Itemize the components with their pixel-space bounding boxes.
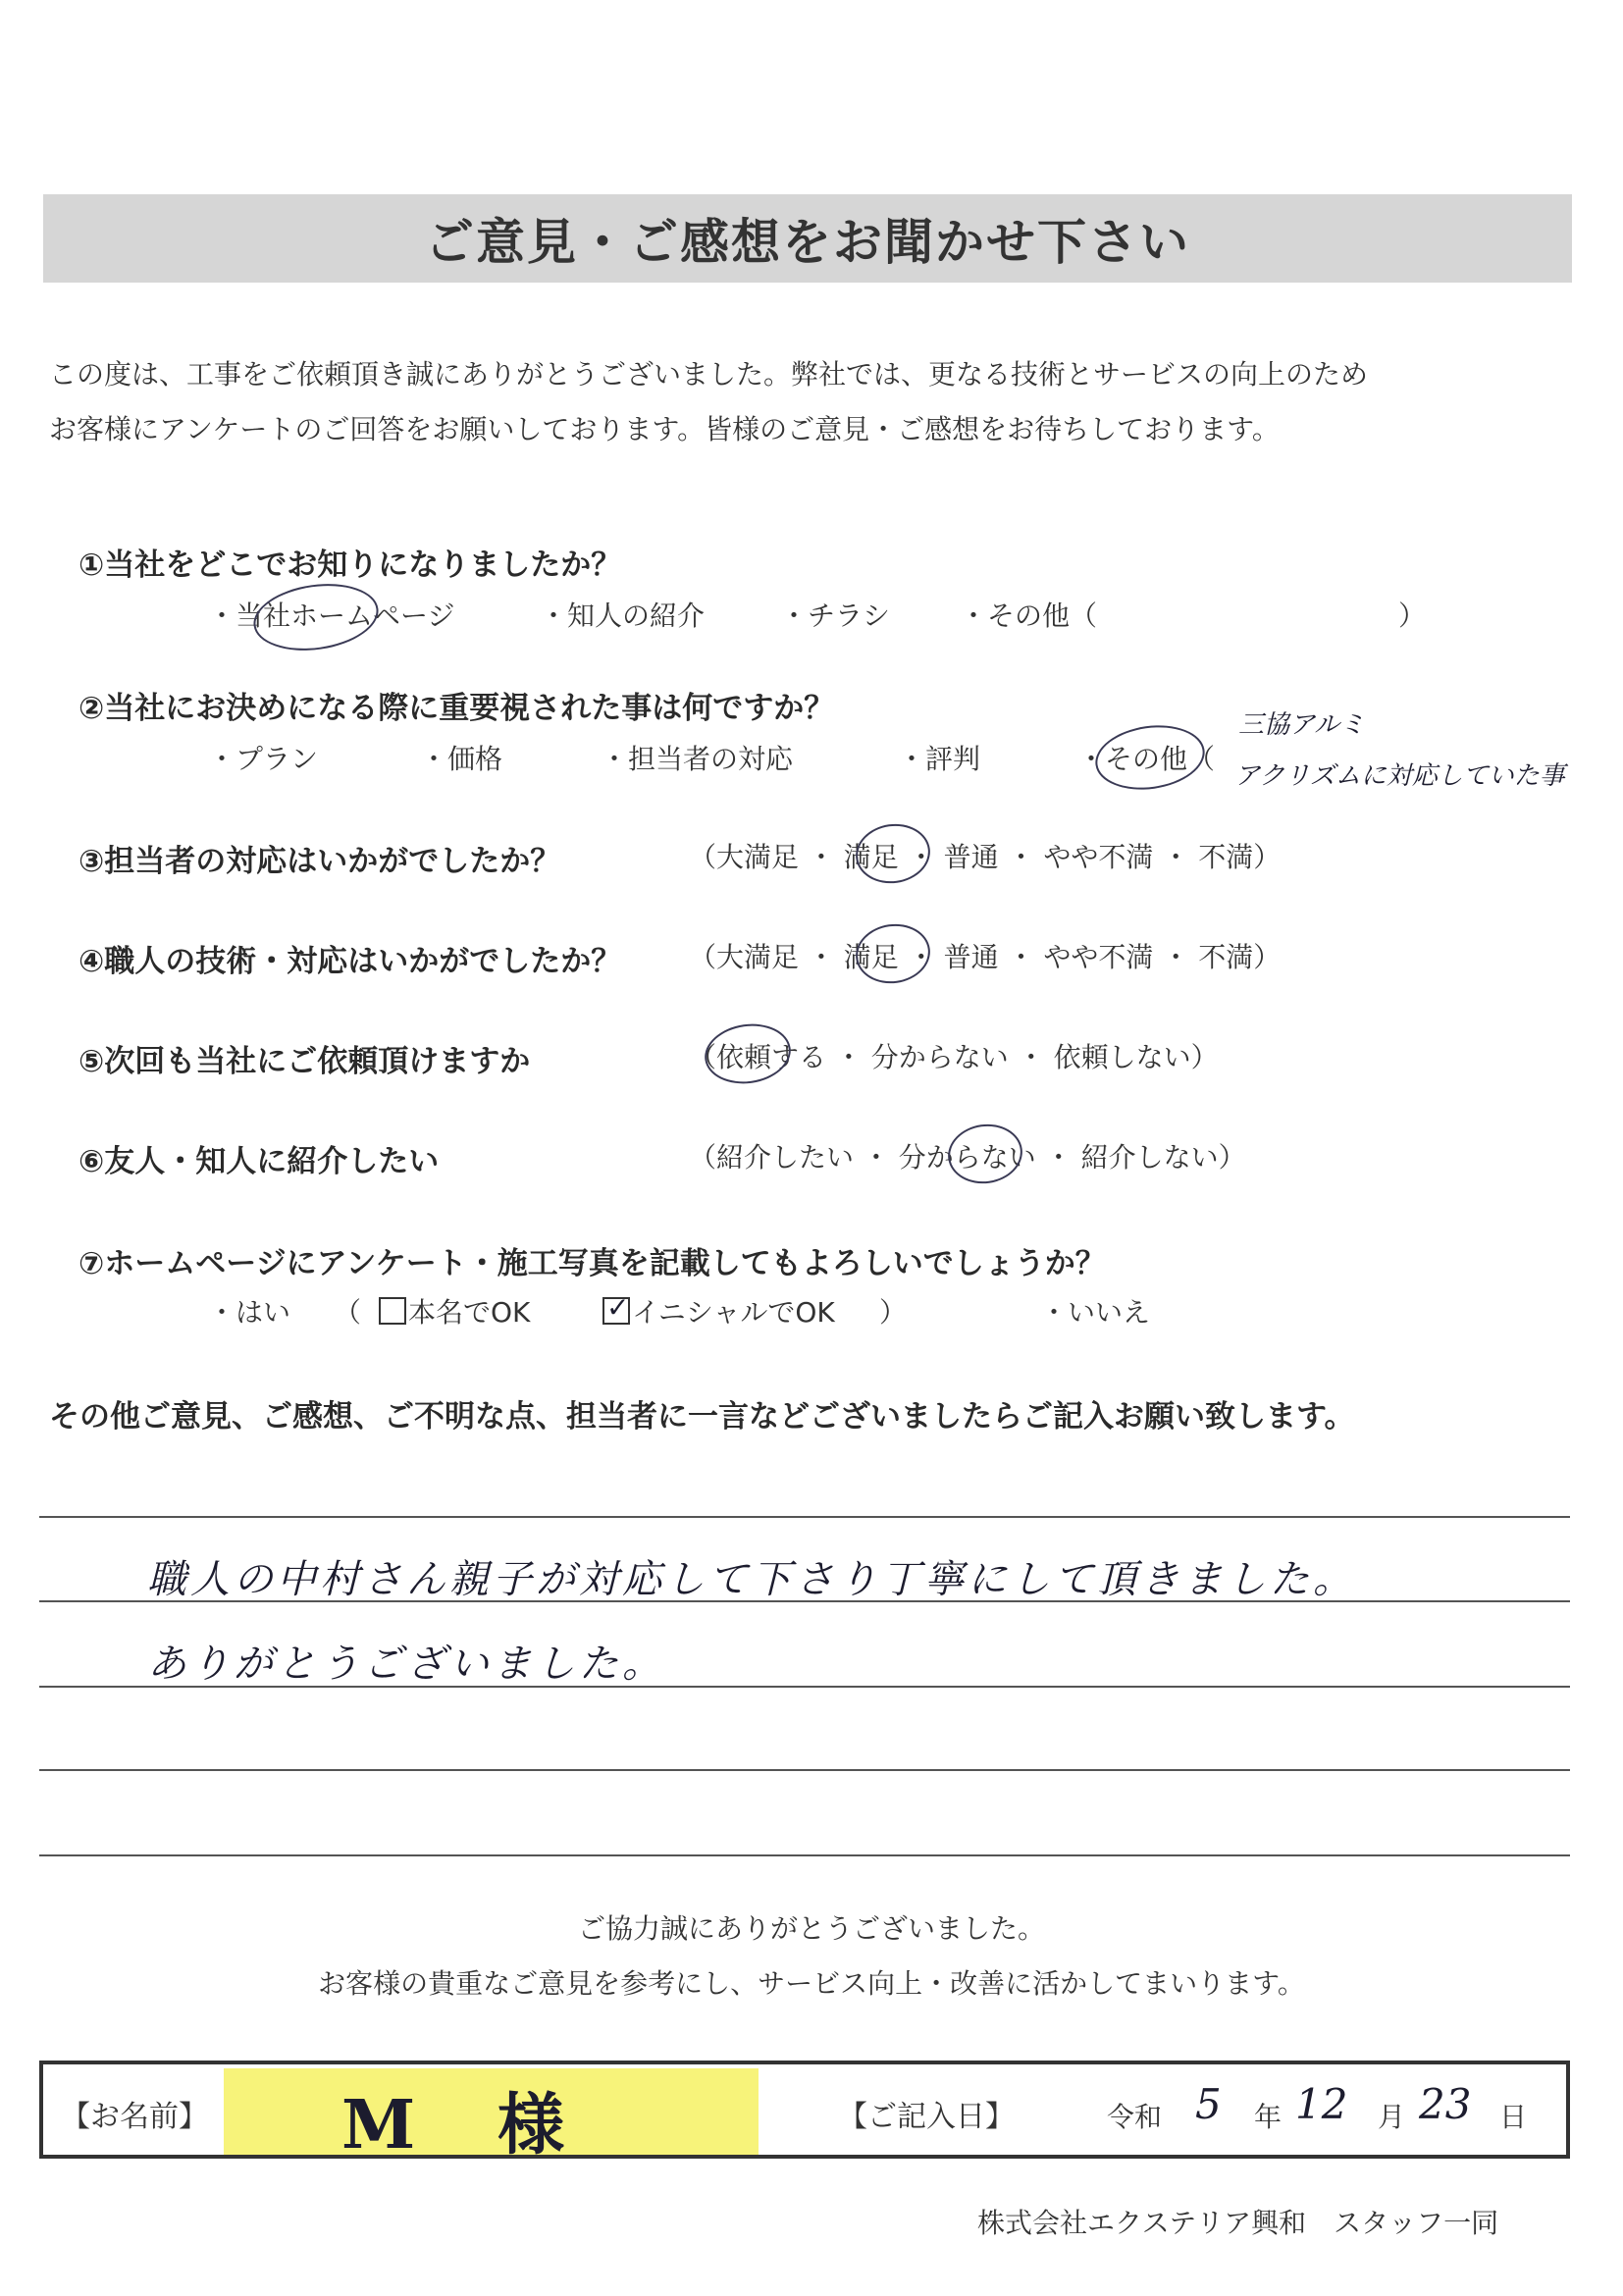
q1-option-homepage[interactable]: ・当社ホームページ xyxy=(208,600,455,632)
date-year[interactable]: 5 xyxy=(1195,2080,1222,2128)
q2-handwritten-line-2: アクリズムに対応していた事 xyxy=(1234,761,1565,791)
initials-checkbox[interactable] xyxy=(602,1291,630,1325)
question-6-title: ⑥友人・知人に紹介したい xyxy=(79,1144,440,1179)
q2-option-price[interactable]: ・価格 xyxy=(420,743,503,775)
q6-selection-circle xyxy=(944,1120,1026,1188)
q1-option-referral[interactable]: ・知人の紹介 xyxy=(540,600,706,632)
name-label: 【お名前】 xyxy=(61,2100,208,2134)
date-day[interactable]: 23 xyxy=(1419,2080,1472,2128)
day-unit: 日 xyxy=(1499,2101,1528,2133)
question-4-title: ④職人の技術・対応はいかがでしたか？ xyxy=(79,944,622,979)
intro-line-1: この度は、工事をご依頼頂き誠にありがとうございました。弊社では、更なる技術とサービスの向上のため xyxy=(49,358,1369,391)
q1-option-other[interactable]: ・その他（ xyxy=(960,600,1098,632)
comments-prompt: その他ご意見、ご感想、ご不明な点、担当者に一言などございましたらご記入お願い致します。 xyxy=(49,1399,1355,1435)
q7-option-real-name[interactable] xyxy=(379,1291,530,1331)
name-value[interactable]: M 様 xyxy=(341,2086,594,2165)
header-bar xyxy=(43,194,1572,283)
year-unit: 年 xyxy=(1254,2101,1283,2133)
q2-option-staff[interactable]: ・担当者の対応 xyxy=(601,743,794,775)
q4-selection-circle xyxy=(852,919,934,988)
q4-scale[interactable]: （大満足 ・ 満足 ・ 普通 ・ やや不満 ・ 不満） xyxy=(689,941,1282,973)
q7-real-name-label: 本名でOK xyxy=(408,1296,531,1329)
comment-line-5 xyxy=(39,1854,1570,1856)
q1-option-flyer[interactable]: ・チラシ xyxy=(780,600,891,632)
q5-scale[interactable]: （依頼する ・ 分からない ・ 依頼しない） xyxy=(689,1041,1219,1073)
q6-scale[interactable]: （紹介したい ・ 分からない ・ 紹介しない） xyxy=(689,1141,1246,1174)
q7-close-paren: ） xyxy=(879,1296,908,1329)
q3-selection-circle xyxy=(852,819,934,888)
q7-option-initials[interactable] xyxy=(602,1291,835,1331)
comment-line-4 xyxy=(39,1769,1570,1771)
comment-handwritten-line-1: 職人の中村さん親子が対応して下さり丁寧にして頂きました。 xyxy=(147,1557,1356,1602)
q7-open-paren: （ xyxy=(334,1296,362,1329)
question-5-title: ⑤次回も当社にご依頼頂けますか xyxy=(79,1044,531,1079)
q3-scale[interactable]: （大満足 ・ 満足 ・ 普通 ・ やや不満 ・ 不満） xyxy=(689,841,1282,873)
closing-line-2: お客様の貴重なご意見を参考にし、サービス向上・改善に活かしてまいります。 xyxy=(318,1967,1305,2000)
comment-handwritten-line-2: ありがとうございました。 xyxy=(147,1642,665,1687)
q2-option-reputation[interactable]: ・評判 xyxy=(898,743,981,775)
date-label: 【ご記入日】 xyxy=(838,2100,1015,2134)
check-mark-icon: ✓ xyxy=(606,1291,630,1324)
era-label: 令和 xyxy=(1107,2101,1163,2133)
date-month[interactable]: 12 xyxy=(1295,2080,1348,2128)
real-name-checkbox[interactable] xyxy=(379,1297,406,1325)
month-unit: 月 xyxy=(1378,2101,1406,2133)
q7-option-yes[interactable]: ・はい xyxy=(208,1296,291,1329)
page-title: ご意見・ご感想をお聞かせ下さい xyxy=(425,214,1190,271)
q2-option-plan[interactable]: ・プラン xyxy=(208,743,319,775)
intro-line-2: お客様にアンケートのご回答をお願いしております。皆様のご意見・ご感想をお待ちしております。 xyxy=(49,413,1280,445)
closing-line-1: ご協力誠にありがとうございました。 xyxy=(577,1912,1045,1945)
company-footer: 株式会社エクステリア興和 スタッフ一同 xyxy=(977,2207,1499,2239)
question-3-title: ③担当者の対応はいかがでしたか？ xyxy=(79,844,561,879)
q2-handwritten-line-1: 三協アルミ xyxy=(1238,710,1365,740)
q7-initials-label: イニシャルでOK xyxy=(632,1296,835,1329)
q5-selection-circle xyxy=(701,1018,794,1089)
q1-other-close: ） xyxy=(1398,600,1427,632)
question-2-title: ②当社にお決めになる際に重要視された事は何ですか？ xyxy=(79,691,835,726)
question-7-title: ⑦ホームページにアンケート・施工写真を記載してもよろしいでしょうか？ xyxy=(79,1246,1106,1281)
question-1-title: ①当社をどこでお知りになりましたか？ xyxy=(79,548,622,583)
q1-selection-circle xyxy=(249,576,383,657)
comment-line-1 xyxy=(39,1516,1570,1518)
q2-option-other[interactable]: ・その他（ xyxy=(1077,743,1216,775)
q7-option-no[interactable]: ・いいえ xyxy=(1040,1296,1151,1329)
q2-selection-circle xyxy=(1091,719,1209,797)
